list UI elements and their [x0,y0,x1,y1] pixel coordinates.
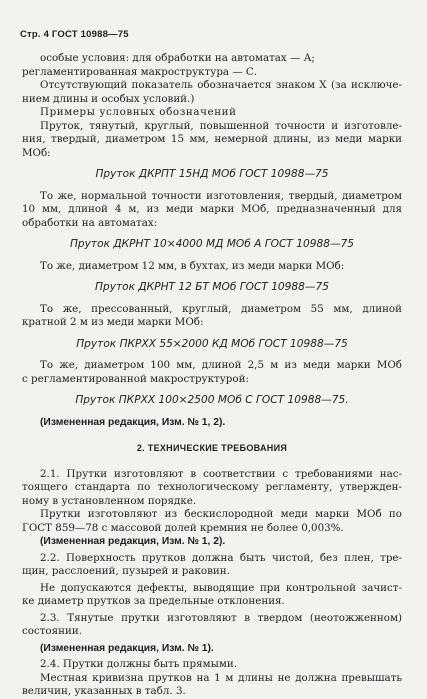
example-text: кратной 2 м из меди марки МОб: [22,316,204,328]
paragraph-line: тоящего стандарта по технологическому регламенту, утвержден- [22,481,402,493]
paragraph-line: ке диаметр прутков за предельные отклонения. [22,595,285,607]
intro-line: нием длины и особых условий.) [22,92,195,105]
example-text: ния, твердый, диаметром 15 мм, немерной длины, из меди марки [22,133,402,145]
example-text: 10 мм, длиной 4 м, из меди марки МОб, предназначенный для [22,203,402,215]
page-header: Стр. 4 ГОСТ 10988—75 [20,29,129,40]
document-body [22,52,402,699]
examples-heading: Примеры условных обозначений [40,106,237,118]
example-text: с регламентированной макроструктурой: [22,372,249,385]
paragraph-line: величин, указанных в табл. 3. [22,685,186,697]
example-text: МОб: [22,146,51,159]
paragraph-line: Не допускаются дефекты, выводящие при контрольной зачист- [40,581,402,594]
example-text: То же, нормальной точности изготовления, твердый, диаметром [40,189,402,202]
paragraph-line: щин, расслоений, пузырей и раковин. [22,565,230,577]
paragraph-line: ному в установленном порядке. [22,494,197,507]
amendment-note: (Измененная редакция, Изм. № 1, 2). [40,536,226,547]
intro-line: Отсутствующий показатель обозначается знаком X (за исключе- [40,79,402,91]
paragraph-line: состоянии. [22,625,82,637]
example-text: Пруток, тянутый, круглый, повышенной точности и изготовле- [40,119,402,132]
paragraph-line: 2.4. Прутки должны быть прямыми. [40,658,237,670]
example-code: Пруток ПКРХХ 55×2000 КД МОб ГОСТ 10988—75 [76,337,348,350]
intro-line: регламентированная макроструктура — С. [22,65,258,78]
paragraph-line: 2.2. Поверхность прутков должна быть чистой, без плен, тре- [40,551,402,564]
paragraph-line: 2.3. Тянутые прутки изготовляют в твердом (неотожженном) [40,611,402,624]
example-text: То же, диаметром 100 мм, длиной 2,5 м из меди марки МОб [40,359,402,371]
intro-line: особые условия: для обработки на автоматах — А; [40,52,315,64]
section-title: 2. ТЕХНИЧЕСКИЕ ТРЕБОВАНИЯ [136,443,288,453]
paragraph-line: ГОСТ 859—78 с массовой долей кремния не более 0,003%. [22,521,344,534]
example-code: Пруток ДКРНТ 10×4000 МД МОб А ГОСТ 10988—75 [69,238,355,250]
example-text: То же, прессованный, круглый, диаметром 55 мм, длиной [40,302,402,315]
paragraph-line: Местная кривизна прутков на 1 м длины не должна превышать [40,671,402,684]
example-code: Пруток ДКРНТ 12 БТ МОб ГОСТ 10988—75 [95,281,329,293]
paragraph-line: Прутки изготовляют из бескислородной меди марки МОб по [40,508,402,520]
example-code: Пруток ПКРХХ 100×2500 МОб С ГОСТ 10988—75. [75,394,349,406]
example-text: То же, диаметром 12 мм, в бухтах, из меди марки МОб: [40,259,345,272]
amendment-note: (Измененная редакция, Изм. № 1, 2). [40,416,226,428]
example-code: Пруток ДКРПТ 15НД МОб ГОСТ 10988—75 [95,168,329,180]
amendment-note: (Измененная редакция, Изм. № 1). [40,642,214,654]
paragraph-line: 2.1. Прутки изготовляют в соответствии с требованиями нас- [40,467,402,480]
example-text: обработки на автоматах: [22,216,158,229]
